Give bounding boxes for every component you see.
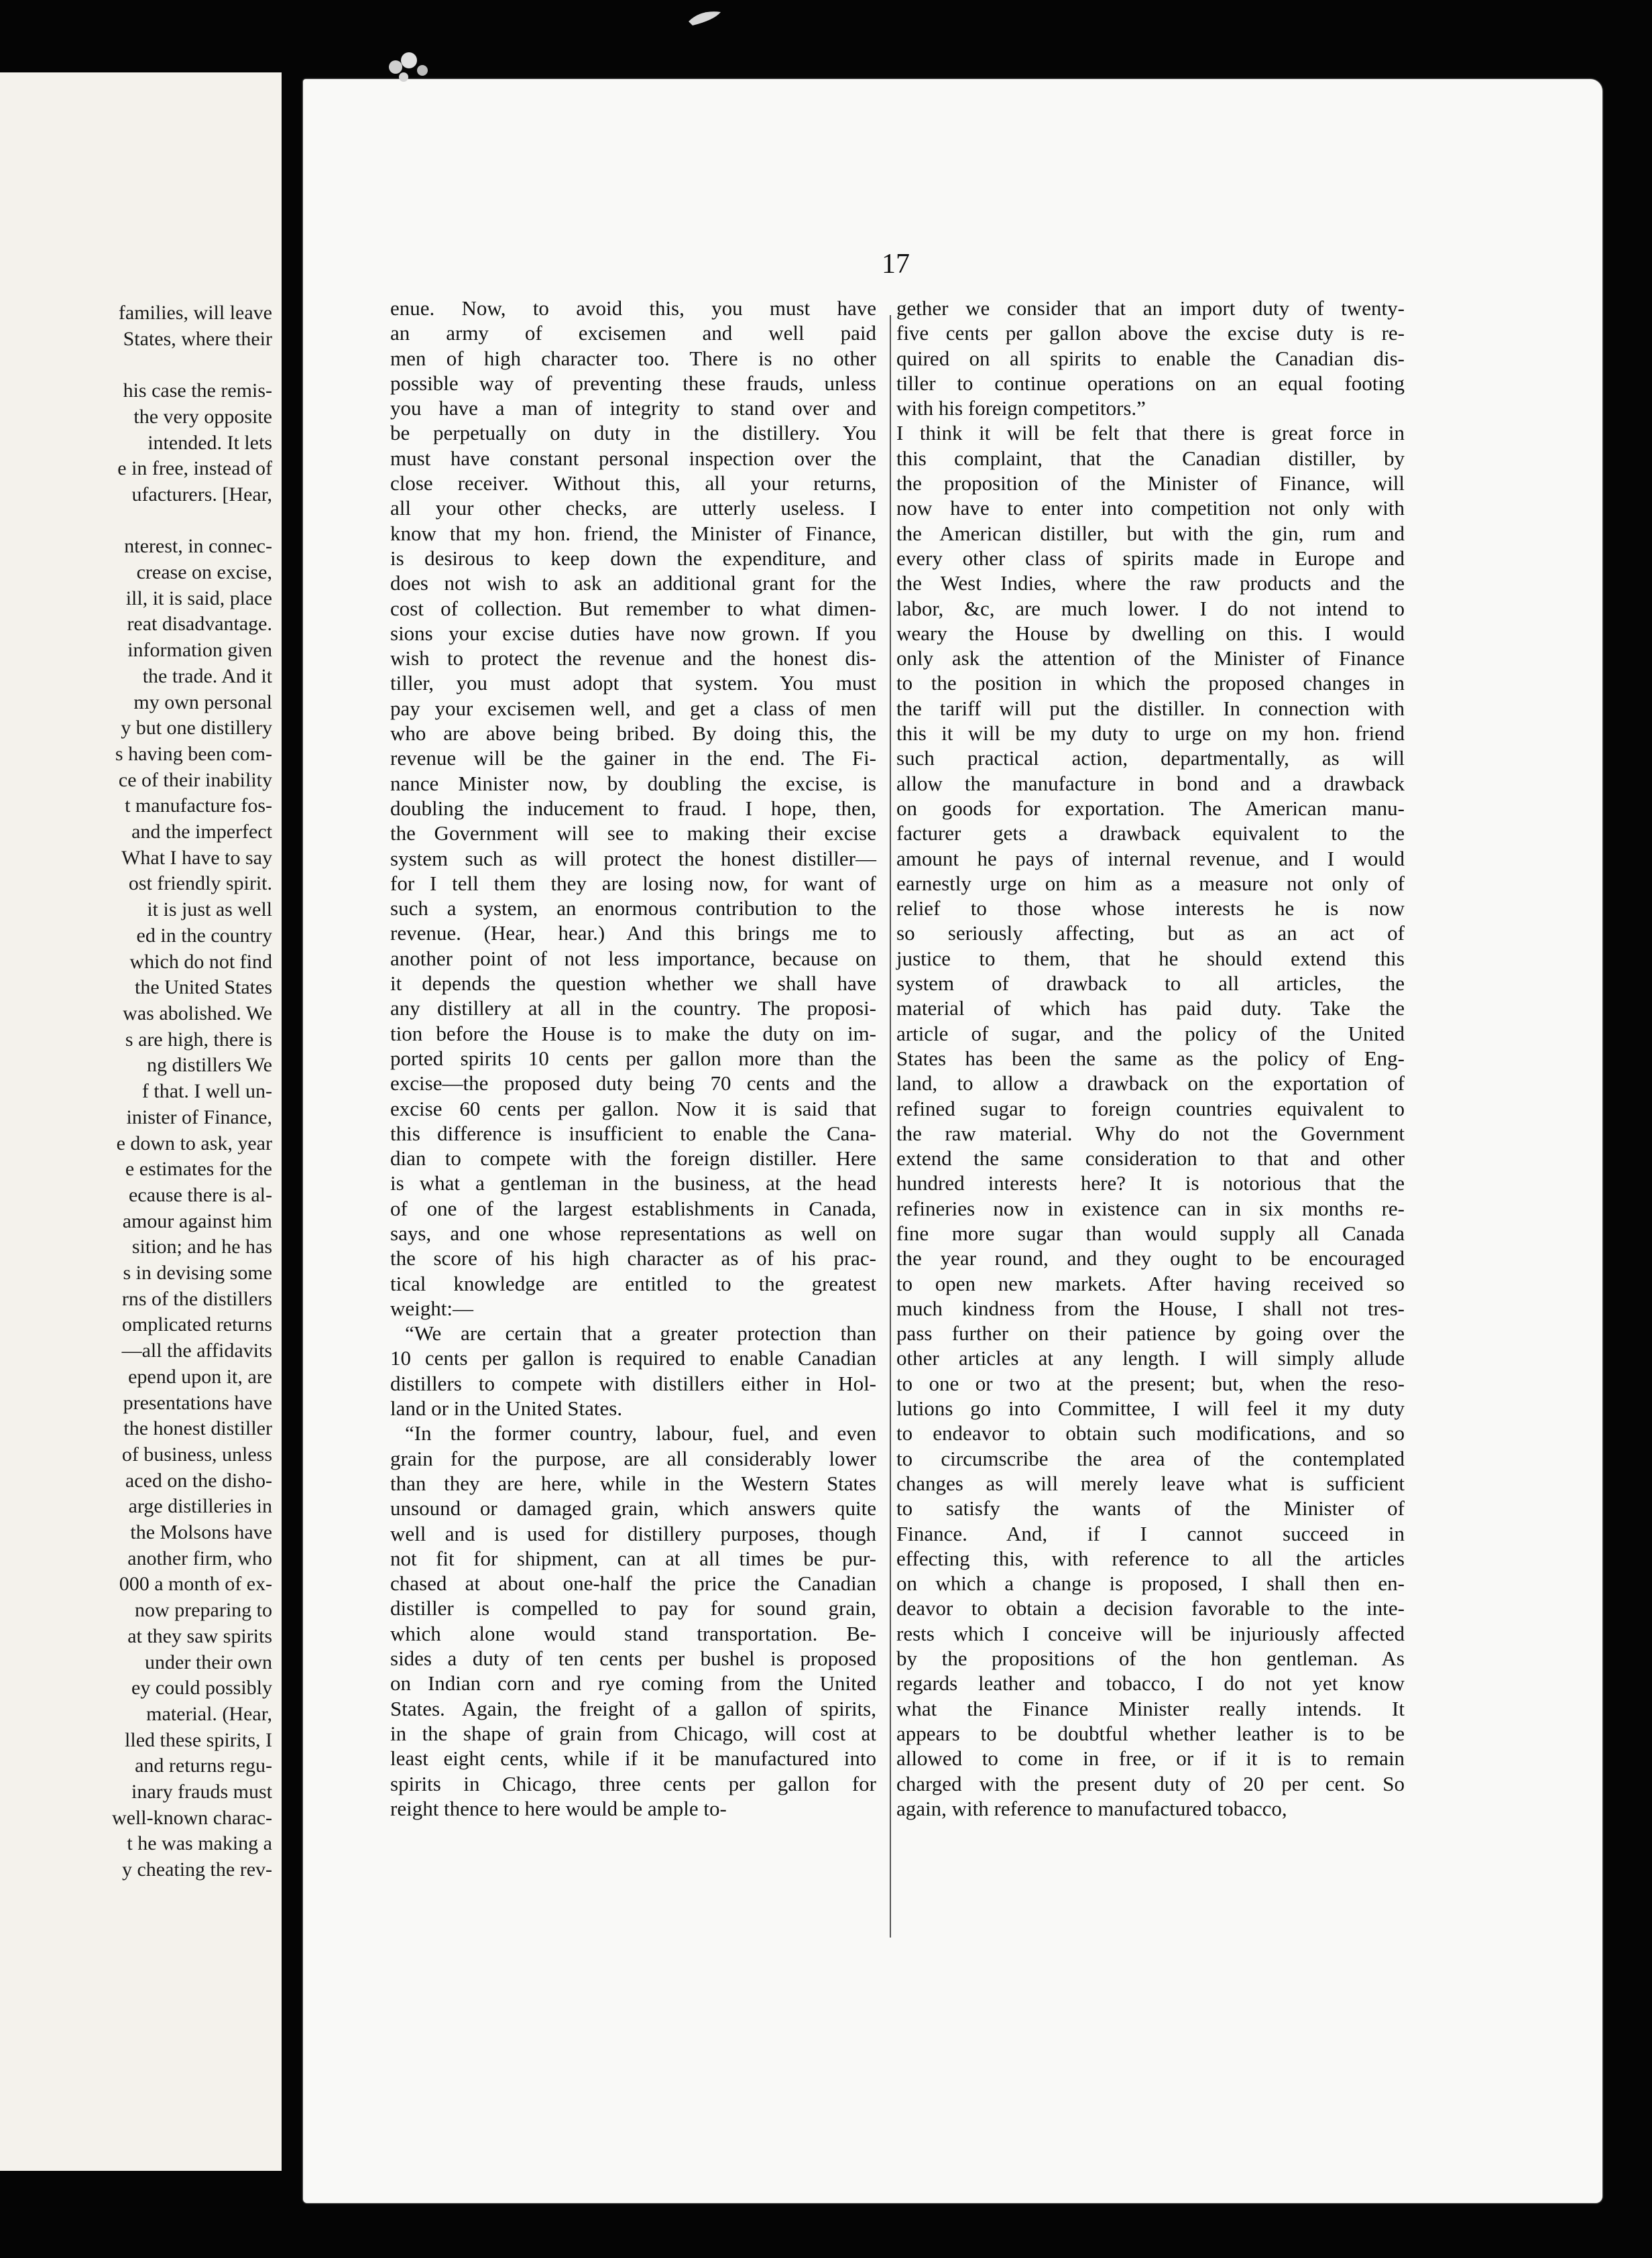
text-line: lled these spirits, I (125, 1728, 272, 1751)
text-line: I think it will be felt that there is great force in (896, 421, 1405, 445)
column-divider (890, 315, 891, 1938)
text-line: refineries now in existence can in six months re- (896, 1196, 1405, 1220)
text-line: so seriously affecting, but as an act of (896, 921, 1405, 945)
text-line: tical knowledge are entitled to the greatest (390, 1271, 876, 1295)
text-line: facturer gets a drawback equivalent to the (896, 821, 1405, 845)
text-line: it is just as well (147, 898, 272, 921)
text-line: to satisfy the wants of the Minister of (896, 1496, 1405, 1521)
text-line: such a system, an enormous contribution to the (390, 896, 876, 920)
text-line: to circumscribe the area of the contemplated (896, 1446, 1405, 1470)
text-line: least eight cents, while if it be manufactured into (390, 1746, 876, 1771)
text-line: States. Again, the freight of a gallon of spirits, (390, 1696, 876, 1720)
text-line: sides a duty of ten cents per bushel is proposed (390, 1647, 876, 1671)
right-text-column (896, 296, 1405, 1821)
text-line: know that my hon. friend, the Minister of Finance, (390, 521, 876, 545)
text-line: which do not find (129, 950, 272, 973)
text-line: other articles at any length. I will simply allude (896, 1346, 1405, 1370)
text-line: not fit for shipment, can at all times be pur- (390, 1546, 876, 1570)
text-line: distillers to compete with distillers either in Hol- (390, 1371, 876, 1395)
text-line: was abolished. We (123, 1002, 272, 1024)
text-line: is desirous to keep down the expenditure, and (390, 546, 876, 570)
text-line: charged with the present duty of 20 per cent. So (896, 1771, 1405, 1795)
text-line: under their own (145, 1651, 272, 1673)
scan-speck (687, 8, 724, 28)
text-line: ng distillers We (146, 1054, 272, 1077)
text-line: ost friendly spirit. (128, 872, 272, 895)
text-line (0, 352, 272, 378)
text-line: extend the same consideration to that and other (896, 1146, 1405, 1171)
text-line: y but one distillery (121, 717, 272, 739)
text-line: the score of his high character as of his prac- (390, 1246, 876, 1270)
text-line: amour against him (122, 1209, 272, 1232)
text-line: to endeavor to obtain such modifications, and so (896, 1421, 1405, 1445)
text-line: excise 60 cents per gallon. Now it is said that (390, 1096, 876, 1120)
text-line: again, with reference to manufactured tobacco, (896, 1796, 1287, 1820)
text-line: pay your excisemen well, and get a class of men (390, 696, 876, 720)
text-line: is what a gentleman in the business, at the head (390, 1171, 876, 1195)
text-line: weight:— (390, 1296, 473, 1320)
text-line: article of sugar, and the policy of the United (896, 1021, 1405, 1045)
text-line: “We are certain that a greater protection than (405, 1321, 876, 1346)
text-line: this it will be my duty to urge on my hon. friend (896, 721, 1405, 746)
text-line: appears to be doubtful whether leather is to be (896, 1721, 1405, 1745)
text-line: with his foreign competitors.” (896, 396, 1146, 420)
text-line: any distillery at all in the country. The proposi- (390, 996, 876, 1020)
text-line: tiller to continue operations on an equal footing (896, 371, 1405, 395)
text-line: you have a man of integrity to stand over and (390, 396, 876, 420)
text-line: lutions go into Committee, I will feel it my duty (896, 1397, 1405, 1421)
text-line: on Indian corn and rye coming from the United (390, 1671, 876, 1696)
text-line: ufacturers. [Hear, (131, 483, 272, 506)
text-line: ey could possibly (131, 1677, 272, 1700)
text-line: gether we consider that an import duty of twenty- (896, 296, 1405, 320)
text-line (0, 508, 272, 534)
text-line: the Molsons have (130, 1521, 272, 1544)
text-line: nterest, in connec- (124, 535, 272, 558)
text-line: information given (127, 639, 272, 662)
text-line: doubling the inducement to fraud. I hope, then, (390, 796, 876, 820)
text-line: it depends the question whether we shall have (390, 971, 876, 996)
text-line: to open new markets. After having received so (896, 1271, 1405, 1295)
text-line: must have constant personal inspection over the (390, 446, 876, 470)
text-line: men of high character too. There is no other (390, 346, 876, 370)
text-line: on goods for exportation. The American manu- (896, 796, 1405, 820)
text-line: allow the manufacture in bond and a drawback (896, 771, 1405, 795)
text-line: revenue. (Hear, hear.) And this brings me to (390, 921, 876, 945)
text-line: cost of collection. But remember to what dimen- (390, 596, 876, 620)
text-line: enue. Now, to avoid this, you must have (390, 296, 876, 320)
text-line: possible way of preventing these frauds, unless (390, 371, 876, 395)
text-line: an army of excisemen and well paid (390, 321, 876, 345)
text-line: aced on the disho- (125, 1469, 272, 1492)
text-line: inister of Finance, (126, 1106, 272, 1128)
text-line: families, will leave (118, 302, 272, 324)
text-line: well and is used for distillery purposes, though (390, 1521, 876, 1545)
text-line: s are high, there is (125, 1028, 272, 1051)
text-line: quired on all spirits to enable the Canadian dis- (896, 346, 1405, 370)
text-line: on which a change is proposed, I shall then en- (896, 1571, 1405, 1596)
text-line: does not wish to ask an additional grant for the (390, 571, 876, 595)
text-line: e estimates for the (125, 1158, 272, 1181)
text-line: ported spirits 10 cents per gallon more than the (390, 1046, 876, 1070)
text-line: crease on excise, (136, 561, 272, 584)
page-number: 17 (882, 249, 910, 280)
scan-specks (375, 40, 456, 94)
text-line: changes as will merely leave what is sufficient (896, 1471, 1405, 1495)
text-line: —all the affidavits (121, 1340, 272, 1362)
text-line: allowed to come in free, or if it is to remain (896, 1746, 1405, 1771)
text-line: material. (Hear, (146, 1702, 272, 1725)
text-line: intended. It lets (148, 431, 272, 454)
text-line: now have to enter into competition not only with (896, 496, 1405, 520)
text-line: land or in the United States. (390, 1397, 623, 1421)
text-line: spirits in Chicago, three cents per gallon for (390, 1771, 876, 1795)
text-line: 10 cents per gallon is required to enable Canadian (390, 1346, 876, 1370)
text-line: my own personal (133, 691, 272, 713)
text-line: t manufacture fos- (125, 794, 272, 817)
text-line: the trade. And it (142, 664, 272, 687)
text-line: Finance. And, if I cannot succeed in (896, 1521, 1405, 1545)
text-line: be perpetually on duty in the distillery. You (390, 421, 876, 445)
text-line: justice to them, that he should extend this (896, 946, 1405, 970)
text-line: and returns regu- (135, 1755, 272, 1777)
text-line: and the imperfect (131, 821, 272, 843)
text-line: wish to protect the revenue and the honest dis- (390, 646, 876, 670)
text-line: What I have to say (121, 846, 272, 869)
text-line: the tariff will put the distiller. In connection with (896, 696, 1405, 720)
text-line: which alone would stand transportation. Be- (390, 1621, 876, 1645)
text-line: the proposition of the Minister of Finance, will (896, 471, 1405, 495)
text-line: f that. I well un- (141, 1080, 272, 1103)
text-line: who are above being bribed. By doing this, the (390, 721, 876, 746)
text-line: rests which I conceive will be injuriously affected (896, 1621, 1405, 1645)
text-line: the raw material. Why do not the Government (896, 1121, 1405, 1145)
text-line: system such as will protect the honest distiller— (390, 846, 876, 870)
text-line: what the Finance Minister really intends. It (896, 1696, 1405, 1720)
text-line: the very opposite (133, 405, 272, 428)
text-line: the Government will see to making their excise (390, 821, 876, 845)
text-line: earnestly urge on him as a measure not only of (896, 871, 1405, 895)
previous-page-text-column (0, 300, 272, 1883)
text-line: inary frauds must (131, 1781, 272, 1803)
text-line: the year round, and they ought to be encouraged (896, 1246, 1405, 1270)
text-line: all your other checks, are utterly useless. I (390, 496, 876, 520)
text-line: for I tell them they are losing now, for want of (390, 871, 876, 895)
text-line: e down to ask, year (116, 1132, 272, 1154)
text-line: the United States (135, 976, 272, 999)
text-line: e in free, instead of (117, 457, 272, 480)
text-line: grain for the purpose, are all considerably lower (390, 1446, 876, 1470)
text-line: regards leather and tobacco, I do not yet know (896, 1671, 1405, 1696)
text-line: effecting this, with reference to all the articles (896, 1546, 1405, 1570)
text-line: nance Minister now, by doubling the excise, is (390, 771, 876, 795)
text-line: reight thence to here would be ample to- (390, 1796, 727, 1820)
text-line: epend upon it, are (128, 1365, 272, 1388)
text-line: such practical action, departmentally, as will (896, 746, 1405, 770)
text-line: hundred interests here? It is notorious that the (896, 1171, 1405, 1195)
text-line: pass further on their patience by going over the (896, 1321, 1405, 1346)
text-line: ecause there is al- (128, 1183, 272, 1206)
text-line: excise—the proposed duty being 70 cents and the (390, 1071, 876, 1095)
text-line: t he was making a (127, 1832, 272, 1855)
text-line: of business, unless (121, 1443, 272, 1466)
text-line: chased at about one-half the price the Canadian (390, 1571, 876, 1596)
text-line: fine more sugar than would supply all Canada (896, 1221, 1405, 1245)
text-line: presentations have (123, 1391, 272, 1414)
text-line: tiller, you must adopt that system. You must (390, 671, 876, 695)
text-line: well-known charac- (111, 1806, 272, 1829)
text-line: States has been the same as the policy of Eng- (896, 1046, 1405, 1070)
text-line: the American distiller, but with the gin, rum and (896, 521, 1405, 545)
text-line: sition; and he has (131, 1236, 272, 1258)
text-line: dian to compete with the foreign distiller. Here (390, 1146, 876, 1171)
text-line: this difference is insufficient to enable the Cana- (390, 1121, 876, 1145)
text-line: distiller is compelled to pay for sound grain, (390, 1596, 876, 1620)
text-line: close receiver. Without this, all your returns, (390, 471, 876, 495)
text-line: much kindness from the House, I shall not tres- (896, 1296, 1405, 1320)
text-line: another point of not less importance, because on (390, 946, 876, 970)
text-line: weary the House by dwelling on this. I would (896, 621, 1405, 645)
text-line: ed in the country (136, 924, 272, 947)
text-line: y cheating the rev- (121, 1858, 272, 1881)
text-line: in the shape of grain from Chicago, will cost at (390, 1721, 876, 1745)
text-line: every other class of spirits made in Europe and (896, 546, 1405, 570)
text-line: to one or two at the present; but, when the reso- (896, 1371, 1405, 1395)
text-line: States, where their (123, 327, 272, 350)
text-line: land, to allow a drawback on the exportation of (896, 1071, 1405, 1095)
text-line: rns of the distillers (121, 1287, 272, 1310)
text-line: tion before the House is to make the duty on im- (390, 1021, 876, 1045)
text-line: the West Indies, where the raw products and the (896, 571, 1405, 595)
text-line: only ask the attention of the Minister of Finance (896, 646, 1405, 670)
text-line: at they saw spirits (127, 1624, 272, 1647)
text-line: another firm, who (127, 1547, 272, 1569)
text-line: five cents per gallon above the excise duty is re- (896, 321, 1405, 345)
text-line: by the propositions of the hon gentleman. As (896, 1647, 1405, 1671)
text-line: now preparing to (135, 1599, 272, 1622)
text-line: relief to those whose interests he is now (896, 896, 1405, 920)
text-line: system of drawback to all articles, the (896, 971, 1405, 996)
text-line: ce of their inability (118, 768, 272, 791)
text-line: of one of the largest establishments in Canada, (390, 1196, 876, 1220)
text-line: this complaint, that the Canadian distiller, by (896, 446, 1405, 470)
text-line: arge distilleries in (128, 1495, 272, 1518)
text-line: amount he pays of internal revenue, and I would (896, 846, 1405, 870)
text-line: his case the remis- (123, 379, 272, 402)
text-line: than they are here, while in the Western States (390, 1471, 876, 1495)
text-line: omplicated returns (121, 1313, 272, 1336)
text-line: revenue will be the gainer in the end. The Fi- (390, 746, 876, 770)
text-line: “In the former country, labour, fuel, and even (405, 1421, 876, 1445)
text-line: to the position in which the proposed changes in (896, 671, 1405, 695)
text-line: reat disadvantage. (127, 613, 272, 636)
text-line: s having been com- (115, 742, 272, 765)
text-line: s in devising some (123, 1262, 272, 1285)
left-text-column (390, 296, 876, 1821)
text-line: the honest distiller (123, 1417, 272, 1440)
previous-page-fragment (0, 72, 282, 2171)
text-line: sions your excise duties have now grown. If you (390, 621, 876, 645)
text-line: material of which has paid duty. Take the (896, 996, 1405, 1020)
text-line: deavor to obtain a decision favorable to the inte- (896, 1596, 1405, 1620)
text-line: labor, &c, are much lower. I do not intend to (896, 596, 1405, 620)
text-line: unsound or damaged grain, which answers quite (390, 1496, 876, 1521)
text-line: refined sugar to foreign countries equivalent to (896, 1096, 1405, 1120)
text-line: says, and one whose representations as well on (390, 1221, 876, 1245)
text-line: 000 a month of ex- (119, 1573, 272, 1596)
text-line: ill, it is said, place (125, 587, 272, 609)
